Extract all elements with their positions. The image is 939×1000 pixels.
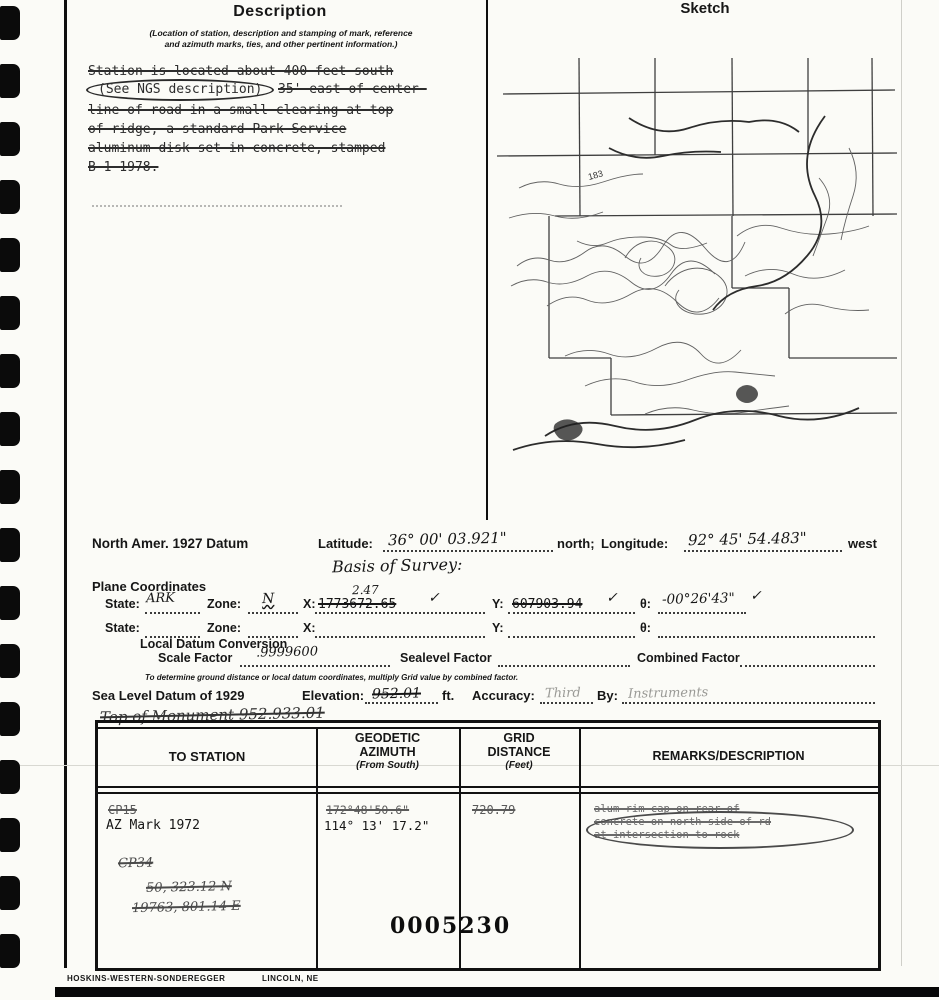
description-line-4: of ridge, a standard Park Service (88, 122, 347, 137)
binding-hole (0, 6, 20, 40)
binding-hole (0, 470, 20, 504)
zone-label-1: Zone: (207, 597, 242, 611)
header-geodetic-1: GEODETIC (354, 731, 421, 745)
y-dotted-2 (508, 635, 635, 638)
header-remarks: REMARKS/DESCRIPTION (652, 749, 805, 763)
header-to-station: TO STATION (168, 749, 246, 764)
local-datum-heading: Local Datum Conversion (140, 637, 288, 651)
binding-hole (0, 528, 20, 562)
erased-dotted-line (92, 204, 342, 207)
remark-line-1: alum rim cap on rear of (594, 803, 740, 815)
accuracy-dotted (540, 701, 593, 704)
sketch-grid-lines (497, 58, 897, 415)
binding-hole (0, 296, 20, 330)
binding-hole (0, 818, 20, 852)
combined-factor-dotted (740, 664, 875, 667)
combined-factor-label: Combined Factor (637, 651, 740, 665)
distance-crossed-out: 720.79 (472, 803, 516, 817)
y-checkmark: ✓ (605, 589, 618, 607)
elevation-label: Elevation: (302, 688, 365, 703)
remark-oval-markup (586, 811, 854, 849)
basis-of-survey-note: Basis of Survey: (331, 554, 463, 577)
longitude-dotted-leader (684, 549, 842, 552)
azimuth-crossed-out: 172°48'50.6" (326, 803, 410, 817)
stamp-number: 0005230 (390, 913, 512, 939)
description-line-2 (86, 79, 427, 101)
station-name: AZ Mark 1972 (106, 818, 200, 833)
theta-checkmark: ✓ (749, 587, 762, 605)
elevation-value: 952.01 (371, 685, 422, 703)
latitude-value: 36° 00' 03.921" (387, 528, 507, 550)
binding-hole (0, 760, 20, 794)
by-value: Instruments (627, 685, 709, 702)
latitude-direction: north; (557, 536, 595, 551)
theta-dotted-1 (658, 611, 746, 614)
state-dotted-1 (145, 611, 200, 614)
x-value: 1773672.65 (318, 597, 397, 612)
sketch-map (489, 58, 900, 458)
footer-printer-city: LINCOLN, NE (262, 974, 319, 983)
elevation-unit: ft. (442, 688, 455, 703)
x-dotted-2 (315, 635, 485, 638)
footer-printer-name: HOSKINS-WESTERN-SONDEREGGER (67, 974, 226, 983)
monument-note: Top of Monument 952.933.01 (99, 703, 325, 727)
state-value: ARK (145, 590, 176, 607)
sealevel-factor-dotted (498, 664, 630, 667)
description-line-3: line of road in a small clearing at top (88, 103, 394, 118)
description-line-1: Station is located about 400 feet south (88, 64, 394, 79)
azimuth-value: 114° 13' 17.2" (324, 818, 430, 833)
state-label-1: State: (105, 597, 140, 611)
circled-note: (See NGS description) (86, 79, 274, 101)
x-label-1: X: (303, 597, 316, 611)
header-geodetic-2: AZIMUTH (359, 745, 416, 759)
header-grid-2: DISTANCE (487, 745, 551, 759)
station-crossed-out: CP15 (108, 803, 137, 817)
binding-hole (0, 876, 20, 910)
header-geodetic-sub: (From South) (356, 760, 419, 771)
by-dotted (622, 701, 875, 704)
state-label-2: State: (105, 621, 140, 635)
header-grid-sub: (Feet) (505, 760, 533, 771)
sealevel-factor-label: Sealevel Factor (400, 651, 492, 665)
datum-name: North Amer. 1927 Datum (92, 536, 249, 551)
zone-dotted-1 (248, 611, 298, 614)
table-header-line-1 (98, 786, 878, 788)
y-value: 607903.94 (512, 597, 583, 612)
description-instructions-line1: (Location of station, description and stamping of mark, reference (149, 28, 413, 38)
x-annotation: 2.47 (351, 582, 379, 598)
longitude-label: Longitude: (601, 536, 669, 551)
binding-hole (0, 122, 20, 156)
theta-value: -00°26'43" (661, 590, 735, 608)
latitude-label: Latitude: (318, 536, 373, 551)
y-label-2: Y: (492, 621, 504, 635)
theta-label-1: θ: (640, 597, 651, 611)
scale-factor-value: .9999600 (255, 644, 319, 661)
form-left-border (64, 0, 67, 968)
scale-factor-dotted (240, 664, 390, 667)
column-divider (486, 0, 488, 520)
latitude-dotted-leader (383, 549, 553, 552)
scale-factor-label: Scale Factor (158, 651, 233, 665)
binding-hole (0, 354, 20, 388)
plane-coordinates-heading: Plane Coordinates (92, 579, 207, 594)
handwritten-station-1: CP34 (117, 855, 154, 872)
conversion-note: To determine ground distance or local datum coordinates, multiply Grid value by combined factor. (145, 673, 519, 682)
binding-hole (0, 586, 20, 620)
sketch-contour-lines (509, 148, 869, 414)
binding-hole (0, 238, 20, 272)
by-label: By: (597, 688, 618, 703)
binding-hole (0, 412, 20, 446)
description-instructions-line2: and azimuth marks, ties, and other pertinent information.) (164, 39, 398, 49)
paper-right-edge (901, 0, 902, 966)
table-header-line-2 (98, 792, 878, 794)
handwritten-station-3: 19763, 801.14 E (131, 898, 241, 917)
x-checkmark: ✓ (427, 589, 440, 607)
sketch-elevation-label: 183 (586, 168, 605, 182)
longitude-value: 92° 45' 54.483" (687, 528, 807, 550)
table-col-divider-3 (579, 727, 581, 968)
sketch-dark-blobs (554, 385, 758, 441)
sketch-heading: Sketch (680, 0, 730, 17)
binding-hole (0, 644, 20, 678)
bottom-black-bar (55, 987, 939, 997)
sketch-ridge-lines (513, 116, 859, 450)
y-label-1: Y: (492, 597, 504, 611)
remark-line-3: at intersection to rock (594, 829, 740, 841)
x-label-2: X: (303, 621, 316, 635)
reference-table (95, 720, 881, 971)
sea-level-datum-label: Sea Level Datum of 1929 (92, 688, 245, 703)
theta-dotted-2 (658, 635, 875, 638)
binding-hole (0, 934, 20, 968)
description-heading: Description (233, 3, 327, 20)
handwritten-station-2: 50, 323.12 N (145, 879, 232, 896)
remark-line-2: concrete on north side of rd (594, 816, 772, 828)
longitude-direction: west (848, 536, 877, 551)
description-line-2-rest: 35' east of center- (278, 82, 427, 97)
zone-label-2: Zone: (207, 621, 242, 635)
description-line-6: B-1 1978. (88, 160, 159, 175)
binding-hole (0, 702, 20, 736)
binding-hole (0, 64, 20, 98)
theta-label-2: θ: (640, 621, 651, 635)
table-top-inner-line (98, 727, 878, 729)
accuracy-label: Accuracy: (472, 688, 535, 703)
zone-value: N (261, 590, 275, 608)
binding-hole (0, 180, 20, 214)
description-line-5: aluminum disk set in concrete, stamped (88, 141, 386, 156)
header-grid-1: GRID (503, 731, 535, 745)
accuracy-value: Third (544, 685, 581, 702)
